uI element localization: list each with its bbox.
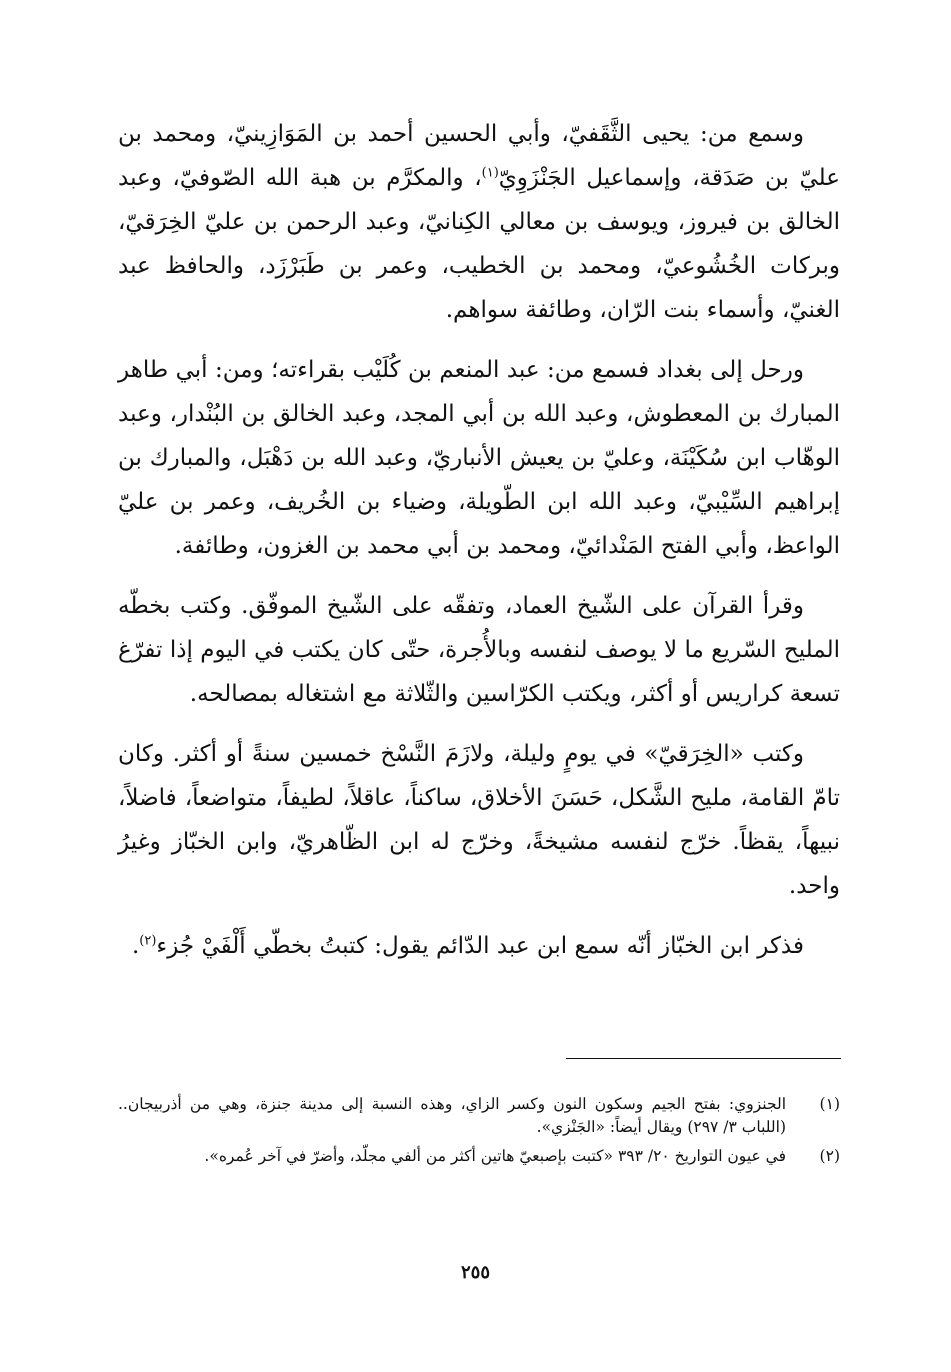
footnote-reference-2[interactable]: (٢) xyxy=(139,933,157,949)
footnotes-section xyxy=(118,1093,840,1174)
footnote-number: (١) xyxy=(819,1095,840,1113)
paragraph-text: فذكر ابن الخبّاز أنّه سمع ابن عبد الدّائم يقول: كتبتُ بخطّي أَلْفَيْ جُزء xyxy=(156,933,804,959)
footnote-separator xyxy=(566,1058,841,1059)
page-number: ٢٥٥ xyxy=(460,1262,490,1283)
main-text-body xyxy=(118,112,840,984)
footnote-reference-1[interactable]: (١) xyxy=(481,165,499,181)
paragraph-ibn-al-khabbaz xyxy=(118,924,840,968)
paragraph-text: . xyxy=(131,933,140,959)
paragraph-description: وكتب «الخِرَقيّ» في يومٍ وليلة، ولازَمَ النَّسْخ خمسين سنةً أو أكثر. وكان تامّ القامة، مليح الشَّكل، حَسَنَ الأخلاق، ساكناً، عاقلاً، لطيفاً، متواضعاً، فاضلاً، نبيهاً، يقظاً. خرّج لنفسه مشيخةً، وخرّج له ابن الظّاهريّ، وابن الخبّاز وغيرُ واحد. xyxy=(118,741,840,899)
footnote-text: الجنزوي: بفتح الجيم وسكون النون وكسر الزاي، وهذه النسبة إلى مدينة جنزة، وهي من أذربيجان.. (اللباب ٣/ ٢٩٧) ويقال أيضاً: «الجَنْزي». xyxy=(118,1095,786,1136)
paragraph-teachers-damascus xyxy=(118,112,840,332)
paragraph-text: ، والمكرَّم بن هبة الله الصّوفيّ، وعبد الخالق بن فيروز، ويوسف بن معالي الكِنانيّ، وعبد الرحمن بن عليّ الخِرَقيّ، وبركات الخُشُوعيّ، ومحمد بن الخطيب، وعمر بن طَبَرْزَد، والحافظ عبد الغنيّ، وأسماء بنت الرّان، وطائفة سواهم. xyxy=(118,165,840,323)
paragraph-quran-and-copying: وقرأ القرآن على الشّيخ العماد، وتفقّه على الشّيخ الموفّق. وكتب بخطّه المليح السّريع ما لا يوصف لنفسه وبالأُجرة، حتّى كان يكتب في اليوم إذا تفرّغ تسعة كراريس أو أكثر، ويكتب الكرّاسين والثّلاثة مع اشتغاله بمصالحه. xyxy=(118,593,840,707)
paragraph-text: وسمع من: يحيى الثَّقَفيّ، وأبي الحسين أحمد بن المَوَازِينيّ، ومحمد بن عليّ بن صَدَقة، وإسماعيل الجَنْزَوِيّ xyxy=(118,121,840,191)
footnote-2 xyxy=(118,1145,840,1168)
paragraph-travel-baghdad: ورحل إلى بغداد فسمع من: عبد المنعم بن كُلَيْب بقراءته؛ ومن: أبي طاهر المبارك بن المعطوش، وعبد الله بن أبي المجد، وعبد الخالق بن البُنْدار، وعبد الوهّاب ابن سُكَيْنَة، وعليّ بن يعيش الأنباريّ، وعبد الله بن دَهْبَل، والمبارك بن إبراهيم السِّيْبيّ، وعبد الله ابن الطّويلة، وضياء بن الخُريف، وعمر بن عليّ الواعظ، وأبي الفتح المَنْدائيّ، ومحمد بن أبي محمد بن الغزون، وطائفة. xyxy=(118,357,840,559)
footnote-number: (٢) xyxy=(819,1147,840,1165)
footnote-1 xyxy=(118,1093,840,1139)
footnote-text: في عيون التواريخ ٢٠/ ٣٩٣ «كتبت بإصبعيّ هاتين أكثر من ألفي مجلّد، وأضرّ في آخر عُمره». xyxy=(204,1147,786,1165)
